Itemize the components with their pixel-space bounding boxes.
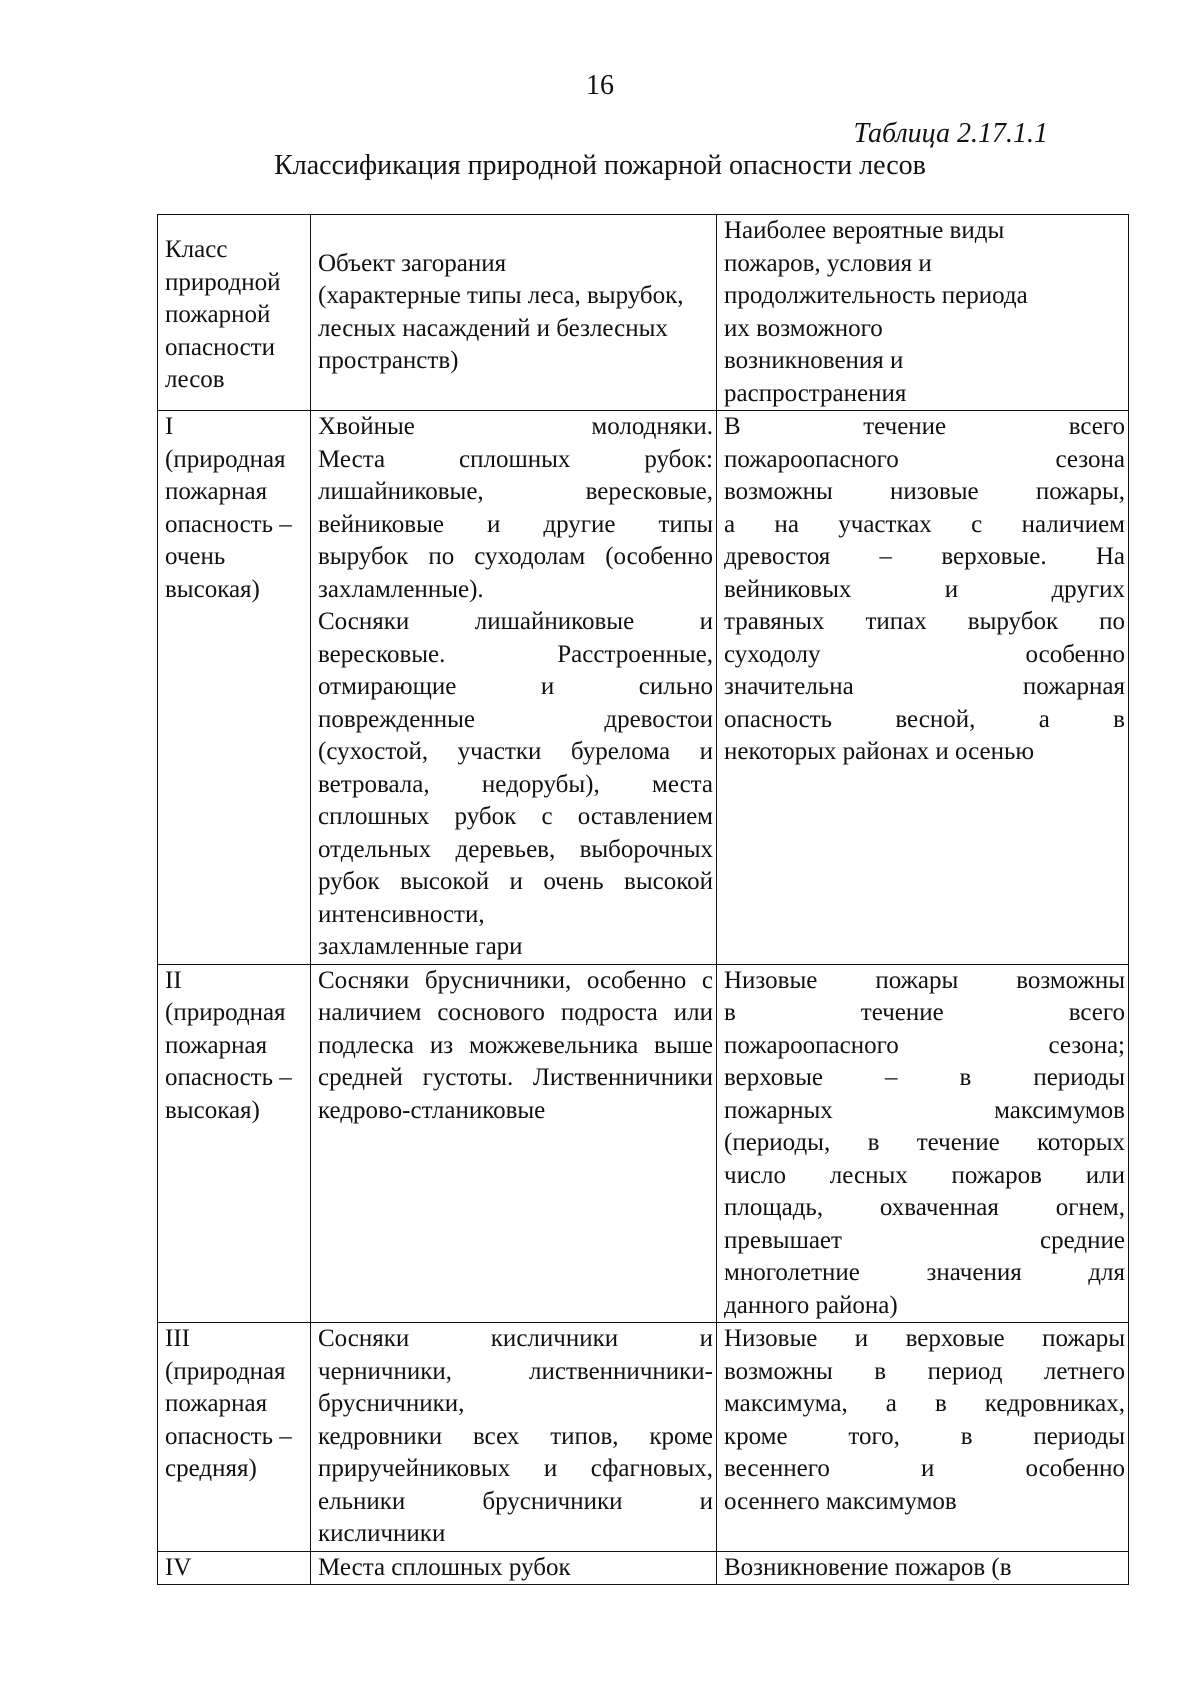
cell-line: возникновения и (724, 347, 904, 374)
table-label: Таблица 2.17.1.1 (853, 118, 1048, 149)
cell-line: кедрово-стланиковые (318, 1096, 546, 1124)
cell-line: лишайниковые, вересковые, (318, 478, 713, 505)
cell-line: Сосняки кисличники и (318, 1325, 713, 1352)
table-row (158, 1323, 1129, 1552)
cell-line: площадь, охваченная огнем, (724, 1194, 1125, 1221)
header-cell-fire-types (717, 215, 1129, 411)
cell-line: распространения (724, 379, 907, 407)
row-3-object (311, 1323, 717, 1552)
cell-line: природной (165, 268, 281, 296)
row-4-fire-types (717, 1551, 1129, 1585)
cell-line: В течение всего (724, 413, 1125, 440)
cell-line: сплошных рубок с оставлением (318, 803, 713, 830)
cell-line: (сухостой, участки бурелома и (318, 738, 713, 765)
row-1-object (311, 411, 717, 965)
cell-line: I (165, 413, 174, 440)
table-row (158, 964, 1129, 1323)
cell-line: опасность – (165, 1422, 292, 1450)
cell-line: возможны низовые пожары, (724, 478, 1125, 505)
cell-line: (периоды, в течение которых (724, 1129, 1125, 1156)
cell-line: пожарной (165, 301, 271, 329)
cell-line: пожароопасного сезона (724, 445, 1125, 473)
cell-line: кроме того, в периоды (724, 1422, 1125, 1450)
cell-line: кедровники всех типов, кроме (318, 1422, 713, 1450)
cell-line: лесов (165, 366, 225, 394)
cell-line: средняя) (165, 1455, 257, 1482)
cell-line: число лесных пожаров или (724, 1161, 1125, 1189)
cell-line: верховые – в периоды (724, 1064, 1125, 1091)
cell-line: многолетние значения для (724, 1259, 1125, 1286)
cell-line: лесных насаждений и безлесных (318, 314, 668, 342)
cell-line: их возможного (724, 314, 883, 342)
cell-line: (характерные типы леса, вырубок, (318, 282, 684, 309)
cell-line: осеннего максимумов (724, 1487, 957, 1515)
cell-line: отдельных деревьев, выборочных (318, 835, 713, 863)
cell-line: очень (165, 543, 226, 570)
cell-line: захламленные). (318, 575, 484, 603)
cell-line: подлеска из можжевельника выше (318, 1031, 713, 1059)
cell-line: продолжительность периода (724, 282, 1028, 309)
cell-line: пожарных максимумов (724, 1096, 1125, 1124)
cell-line: Места сплошных рубок: (318, 445, 713, 473)
cell-line: Сосняки брусничники, особенно с (318, 966, 713, 994)
cell-line: брусничники, (318, 1390, 465, 1417)
cell-line: отмирающие и сильно (318, 673, 713, 700)
cell-line: Низовые пожары возможны (724, 966, 1125, 994)
cell-line: Хвойные молодняки. (318, 413, 713, 440)
cell-line: Сосняки лишайниковые и (318, 608, 713, 635)
header-cell-class (158, 215, 311, 411)
cell-line: опасности (165, 333, 275, 361)
cell-line: высокая) (165, 1096, 260, 1124)
cell-line: весеннего и особенно (724, 1455, 1125, 1482)
cell-line: древостоя – верховые. На (724, 543, 1125, 570)
header-cell-object (311, 215, 717, 411)
cell-line: максимума, а в кедровниках, (724, 1390, 1125, 1417)
cell-line: средней густоты. Лиственничники (318, 1064, 713, 1091)
cell-line: кисличники (318, 1520, 446, 1547)
cell-line: интенсивности, (318, 900, 485, 928)
cell-line: значительна пожарная (724, 673, 1125, 700)
cell-line: вейниковые и другие типы (318, 510, 713, 538)
row-2-fire-types (717, 964, 1129, 1323)
cell-line: III (165, 1325, 190, 1352)
cell-line: данного района) (724, 1291, 898, 1319)
row-3-fire-types (717, 1323, 1129, 1552)
cell-line: опасность – (165, 510, 292, 538)
cell-line: пожароопасного сезона; (724, 1031, 1125, 1059)
cell-line: (природная (165, 999, 286, 1026)
cell-line: некоторых районах и осенью (724, 738, 1035, 765)
cell-line: II (165, 966, 182, 994)
row-4-object (311, 1551, 717, 1585)
fire-danger-table (157, 214, 1129, 1585)
cell-line: черничники, лиственничники- (318, 1357, 713, 1385)
row-1-class (158, 411, 311, 965)
table-row (158, 1551, 1129, 1585)
table-header-row (158, 215, 1129, 411)
cell-line: пожаров, условия и (724, 249, 932, 277)
cell-line: пожарная (165, 1390, 268, 1417)
page-number: 16 (586, 70, 614, 101)
cell-line: ельники брусничники и (318, 1487, 713, 1515)
table-title: Классификация природной пожарной опасности лесов (274, 150, 926, 181)
cell-line: рубок высокой и очень высокой (318, 868, 713, 895)
cell-line: опасность весной, а в (724, 705, 1125, 733)
cell-line: пожарная (165, 478, 268, 505)
cell-line: в течение всего (724, 999, 1125, 1026)
cell-line: (природная (165, 445, 286, 473)
cell-line: ветровала, недорубы), места (318, 770, 713, 798)
cell-line: вырубок по суходолам (особенно (318, 543, 713, 570)
cell-line: пространств) (318, 347, 459, 374)
cell-line: Возникновение пожаров (в (724, 1553, 1012, 1581)
cell-line: вересковые. Расстроенные, (318, 640, 713, 668)
row-1-fire-types (717, 411, 1129, 965)
cell-line: а на участках с наличием (724, 510, 1125, 538)
cell-line: Места сплошных рубок (318, 1553, 571, 1581)
row-2-class (158, 964, 311, 1323)
row-2-object (311, 964, 717, 1323)
cell-line: IV (165, 1553, 192, 1581)
cell-line: высокая) (165, 575, 260, 603)
cell-line: поврежденные древостои (318, 705, 713, 733)
row-3-class (158, 1323, 311, 1552)
cell-line: (природная (165, 1357, 286, 1385)
table-row (158, 411, 1129, 965)
cell-line: пожарная (165, 1031, 268, 1059)
cell-line: наличием соснового подроста или (318, 999, 713, 1026)
cell-line: Низовые и верховые пожары (724, 1325, 1125, 1352)
row-4-class (158, 1551, 311, 1585)
cell-line: опасность – (165, 1064, 292, 1091)
cell-line: Класс (165, 236, 228, 264)
cell-line: захламленные гари (318, 933, 523, 960)
cell-line: вейниковых и других (724, 575, 1125, 603)
cell-line: Объект загорания (318, 249, 507, 277)
cell-line: возможны в период летнего (724, 1357, 1125, 1385)
cell-line: приручейниковых и сфагновых, (318, 1455, 713, 1482)
cell-line: Наиболее вероятные виды (724, 217, 1005, 244)
cell-line: травяных типах вырубок по (724, 608, 1125, 635)
cell-line: суходолу особенно (724, 640, 1125, 668)
cell-line: превышает средние (724, 1226, 1125, 1254)
